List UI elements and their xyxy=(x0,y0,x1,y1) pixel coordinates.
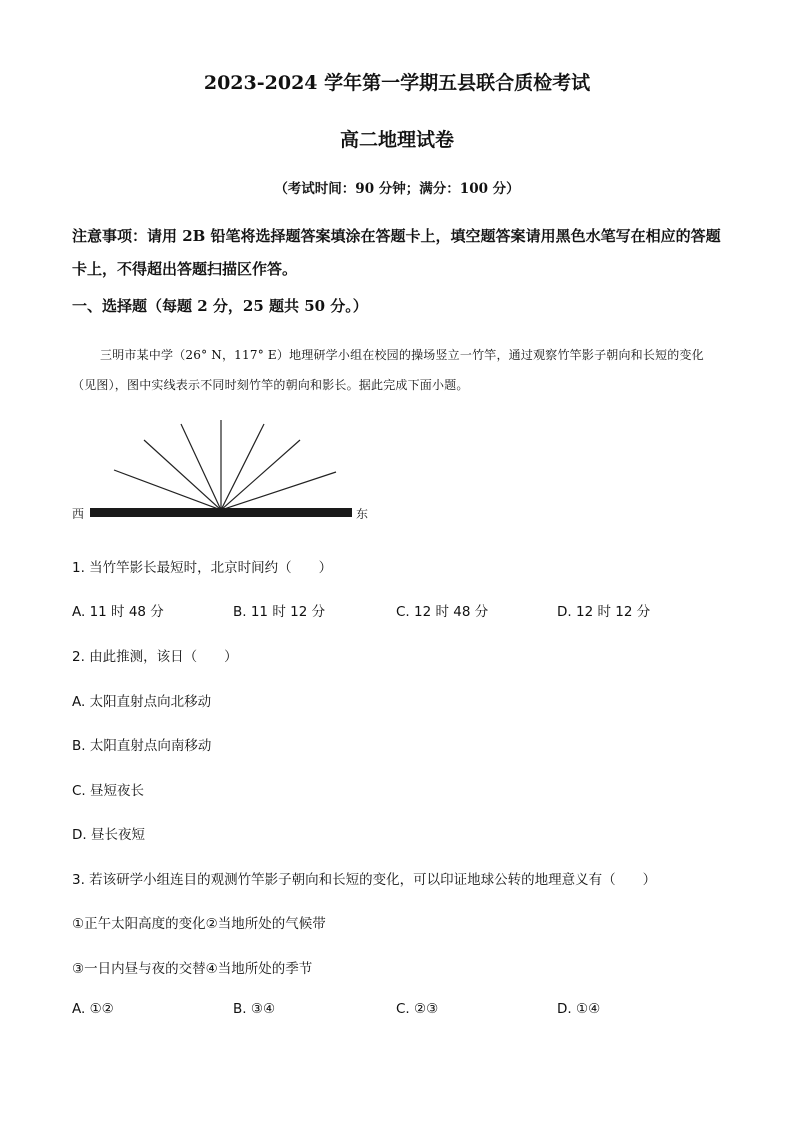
question-1-option-c[interactable]: C. 12 时 48 分 xyxy=(396,604,489,620)
east-label: 东 xyxy=(356,507,369,521)
question-3-option-a[interactable]: A. ①② xyxy=(72,1001,114,1017)
west-label: 西 xyxy=(72,507,85,521)
notice-text: 注意事项：请用 2B 铅笔将选择题答案填涂在答题卡上，填空题答案请用黑色水笔写在相应的答题卡上，不得超出答题扫描区作答。 xyxy=(72,227,721,278)
question-1-option-a[interactable]: A. 11 时 48 分 xyxy=(72,604,164,620)
paper-title: 高二地理试卷 xyxy=(339,129,454,151)
question-1-stem: 1. 当竹竿影长最短时，北京时间约（ ） xyxy=(72,560,333,576)
question-3-option-d[interactable]: D. ①④ xyxy=(557,1001,601,1017)
question-3-statement-2: ③一日内昼与夜的交替④当地所处的季节 xyxy=(72,961,313,977)
question-3-option-c[interactable]: C. ②③ xyxy=(396,1001,439,1017)
question-3-statement-1: ①正午太阳高度的变化②当地所处的气候带 xyxy=(72,916,326,932)
ground-bar xyxy=(90,508,352,517)
question-2-option-b[interactable]: B. 太阳直射点向南移动 xyxy=(72,738,212,754)
section-title: 一、选择题（每题 2 分，25 题共 50 分。） xyxy=(72,297,368,315)
question-2-option-a[interactable]: A. 太阳直射点向北移动 xyxy=(72,694,212,710)
question-2-stem: 2. 由此推测，该日（ ） xyxy=(72,649,238,665)
question-2-option-c[interactable]: C. 昼短夜长 xyxy=(72,783,145,799)
shadow-lines xyxy=(114,420,336,510)
exam-info: （考试时间：90 分钟；满分：100 分） xyxy=(274,181,520,197)
question-3-stem: 3. 若该研学小组连目的观测竹竿影子朝向和长短的变化，可以印证地球公转的地理意义有（ ） xyxy=(72,872,657,888)
question-1-option-d[interactable]: D. 12 时 12 分 xyxy=(557,604,651,620)
question-3-option-b[interactable]: B. ③④ xyxy=(233,1001,276,1017)
exam-title: 2023-2024 学年第一学期五县联合质检考试 xyxy=(203,72,591,94)
shadow-line xyxy=(221,472,336,510)
question-1-option-b[interactable]: B. 11 时 12 分 xyxy=(233,604,326,620)
shadow-line xyxy=(221,440,300,510)
shadow-diagram xyxy=(64,420,384,530)
shadow-line xyxy=(144,440,221,510)
question-2-option-d[interactable]: D. 昼长夜短 xyxy=(72,827,145,843)
question-intro: 三明市某中学（26° N，117° E）地理研学小组在校园的操场竖立一竹竿，通过观察竹竿影子朝向和长短的变化（见图），图中实线表示不同时刻竹竿的朝向和影长。据此完成下面小题。 xyxy=(72,348,704,392)
shadow-line xyxy=(221,424,264,510)
